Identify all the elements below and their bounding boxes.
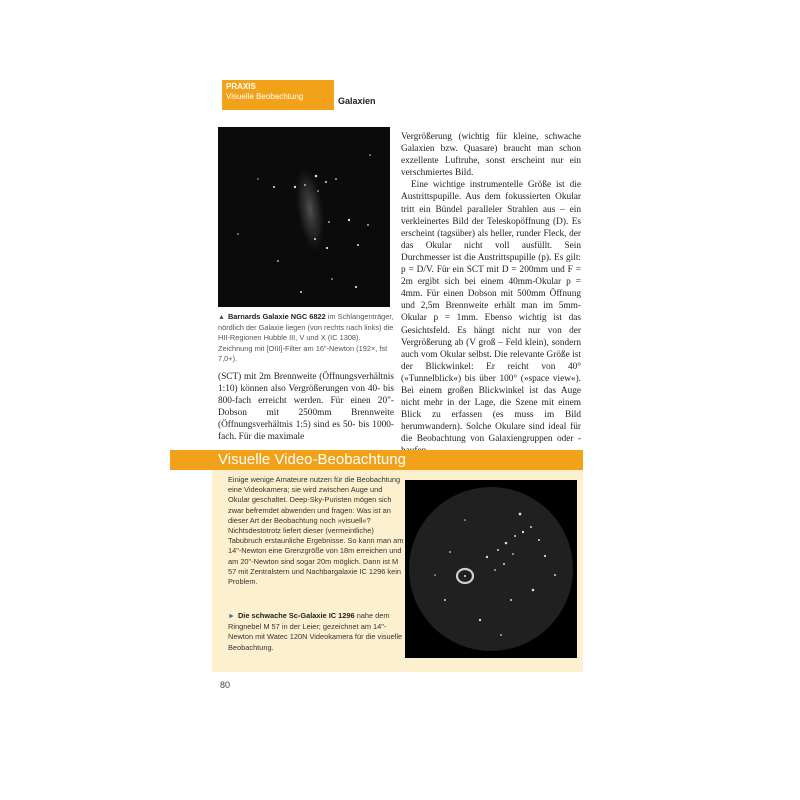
caption-title: Barnards Galaxie NGC 6822 — [227, 312, 326, 321]
eyepiece-drawing-ic1296 — [405, 480, 577, 658]
info-caption-text: nahe dem Ringnebel M 57 in der Leier; gezeichnet am 14"-Newton mit Watec 120N Videokamera für die visuelle Beobachtung. — [228, 611, 403, 652]
section-tag — [222, 80, 334, 110]
paragraph: (SCT) mit 2m Brennweite (Öffnungsverhältnis 1:10) können also Vergrößerungen von 40- bis 800-fach erreicht werden. Für einen 20"-Dobson mit 2500mm Brennweite (Öffnungsverhältnis 1:5) sind es 50- bis 1000-fach. Für die maximale — [218, 372, 394, 443]
body-text-left — [218, 371, 394, 444]
triangle-icon: ▲ — [218, 314, 225, 321]
caption-text: im Schlangenträger, nördlich der Galaxie liegen (von rechts nach links) die HII-Regionen Hubble III, V und X (IC 1308). Zeichnung mit [OIII]-Filter am 16"-Newton (192×, fst 7,0+). — [218, 312, 394, 363]
section-title: Galaxien — [338, 96, 376, 106]
info-box-text: Einige wenige Amateure nutzen für die Beobachtung eine Videokamera; sie wird zwischen Auge und Okular geschaltet. Deep-Sky-Puristen mögen sich zwar befremdet abwenden und fragen: Was ist an dieser Art der Beobachtung noch »visuell«? Nichtsdestotrotz liefert dieser (vermeintliche) Tabubruch erstaunliche Ergebnisse. So kann man am 14"-Newton eine Grenzgröße von 18m erreichen und am 20"-Newton sind sogar 20m möglich. Dann ist M 57 mit Zentralstern und Nachbargalaxie IC 1296 kein Problem. — [228, 475, 404, 587]
galaxy-drawing-ngc6822 — [218, 127, 390, 307]
paragraph: Eine wichtige instrumentelle Größe ist die Austrittspupille. Aus dem fokussierten Okular tritt ein Bündel paralleler Strahlen aus – ein verkleinertes Bild der Teleskopöffnung (D). Es erscheint (tagsüber) als heller, runder Fleck, der das Okular nicht voll ausfüllt. Sein Durchmesser ist die Austrittspupille (p). Es gilt: p = D/V. Für ein SCT mit D = 200mm und F = 2m ergibt sich bei einem 40mm-Okular p = 4mm. Für einen Dobson mit 500mm Öffnung und 2,5m Brennweite erhält man im 5mm-Okular p = 1mm. Ebenso wichtig ist das Gesichtsfeld. Es hängt nicht nur von der Vergrößerung ab (V groß – Feld klein), sondern auch vom Okular selbst. Die relevante Größe ist der Blickwinkel: Er reicht von 40° (»Tunnelblick«) bis über 100° (»space view«). Bei einem großen Blickwinkel ist das Auge nicht mehr in der Lage, die Szene mit einem Blick zu erfassen (es muss im Bild herumwandern). Solche Okulare sind ideal für die Beobachtung von Galaxiengruppen oder - — [401, 180, 581, 445]
subcategory-label: Visuelle Beobachtung — [226, 92, 304, 101]
category-label: PRAXIS — [226, 82, 256, 91]
info-box-title: Visuelle Video-Beobachtung — [218, 451, 406, 468]
page-number: 80 — [220, 680, 231, 690]
info-caption-title: Die schwache Sc-Galaxie IC 1296 — [237, 611, 355, 620]
paragraph: Vergrößerung (wichtig für kleine, schwache Galaxien bzw. Quasare) braucht man schon exzellente Luftruhe, sonst erscheint nur ein verschmiertes Bild. — [401, 132, 581, 179]
photo-caption — [218, 312, 394, 364]
info-box-caption — [228, 611, 408, 653]
body-text-right — [401, 131, 581, 482]
triangle-right-icon: ► — [228, 613, 235, 620]
